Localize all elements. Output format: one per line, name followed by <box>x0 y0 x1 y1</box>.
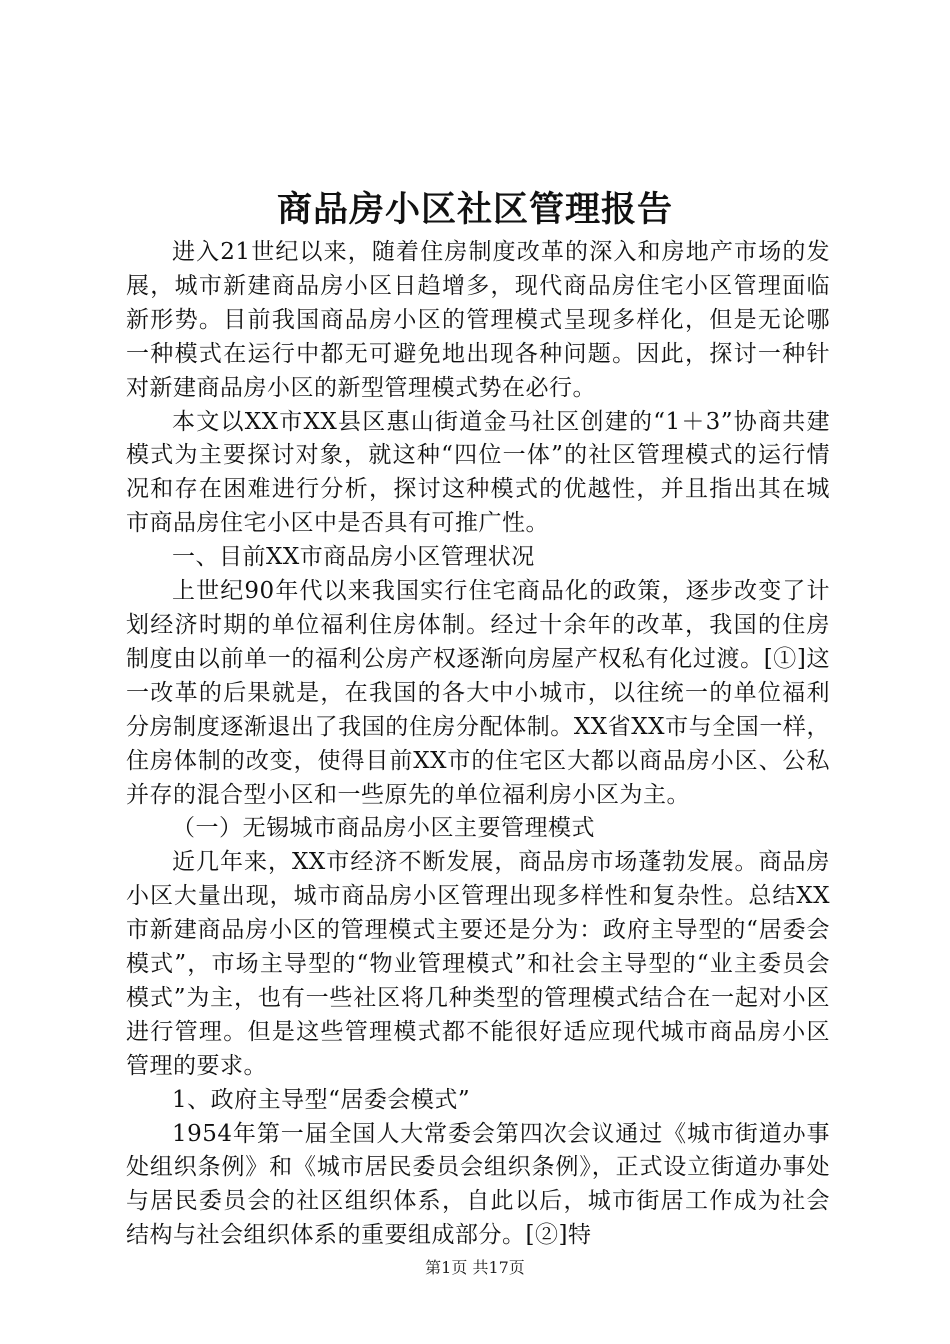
paragraph-1954-history: 1954年第一届全国人大常委会第四次会议通过《城市街道办事处组织条例》和《城市居民委员会组织条例》，正式设立街道办事处与居民委员会的社区组织体系，自此以后，城市街居工作成为社会结构与社会组织体系的重要组成部分。[②]特 <box>126 1120 830 1249</box>
page-footer: 第1页 共17页 <box>425 1258 525 1277</box>
paragraph-intro: 进入21世纪以来，随着住房制度改革的深入和房地产市场的发展，城市新建商品房小区日趋增多，现代商品房住宅小区管理面临新形势。目前我国商品房小区的管理模式呈现多样化，但是无论哪一种模式在运行中都无可避免地出现各种问题。因此，探讨一种针对新建商品房小区的新型管理模式势在必行。 <box>126 239 830 401</box>
paragraph-housing-reform: 上世纪90年代以来我国实行住宅商品化的政策，逐步改变了计划经济时期的单位福利住房体制。经过十余年的改革，我国的住房制度由以前单一的福利公房产权逐渐向房屋产权私有化过渡。[①]这一改革的后果就是，在我国的各大中小城市，以往统一的单位福利分房制度逐渐退出了我国的住房分配体制。XX省XX市与全国一样，住房体制的改变，使得目前XX市的住宅区大都以商品房小区、公私并存的混合型小区和一些原先的单位福利房小区为主。 <box>126 578 830 808</box>
paragraph-management-models: 近几年来，XX市经济不断发展，商品房市场蓬勃发展。商品房小区大量出现，城市商品房小区管理出现多样性和复杂性。总结XX市新建商品房小区的管理模式主要还是分为：政府主导型的“居委会模式”，市场主导型的“物业管理模式”和社会主导型的“业主委员会模式”为主，也有一些社区将几种类型的管理模式结合在一起对小区进行管理。但是这些管理模式都不能很好适应现代城市商品房小区管理的要求。 <box>126 849 830 1079</box>
subsection-heading-1-1: 1、政府主导型“居委会模式” <box>172 1086 471 1113</box>
subsection-heading-1: （一）无锡城市商品房小区主要管理模式 <box>172 815 595 842</box>
paragraph-scope: 本文以XX市XX县区惠山街道金马社区创建的“1＋3”协商共建模式为主要探讨对象，就这种“四位一体”的社区管理模式的运行情况和存在困难进行分析，探讨这种模式的优越性，并且指出其在城市商品房住宅小区中是否具有可推广性。 <box>126 408 830 537</box>
section-heading-1: 一、目前XX市商品房小区管理状况 <box>172 544 535 571</box>
document-body <box>126 236 830 1253</box>
document-title: 商品房小区社区管理报告 <box>276 189 673 230</box>
